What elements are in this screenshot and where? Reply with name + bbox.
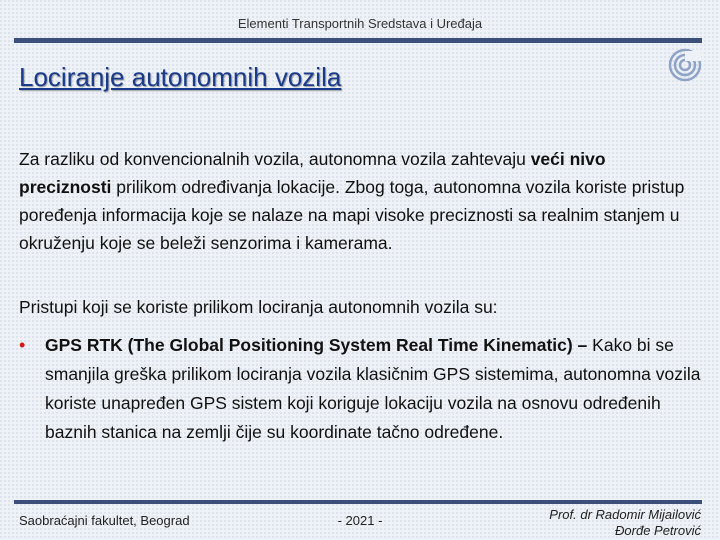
bullet-dot: •	[19, 335, 26, 355]
bullet-text	[45, 331, 703, 447]
para1-bold: veći nivo preciznosti	[19, 149, 606, 197]
footer-year: - 2021 -	[337, 513, 383, 528]
para1-text-2: prilikom određivanja lokacije. Zbog toga, autonomna vozila koriste pristup poređenja informacija koje se nalaze na mapi visoke preciznosti sa realnim stanjem u okruženju koje se beleži senzorima i kamerama.	[19, 177, 685, 253]
footer-author-2: Đorđe Petrović	[615, 523, 701, 538]
para1-text-1: Za razliku od konvencionalnih vozila, autonomna vozila zahtevaju	[19, 149, 531, 169]
footer-author-1: Prof. dr Radomir Mijailović	[549, 507, 701, 522]
footer-institution: Saobraćajni fakultet, Beograd	[19, 513, 190, 528]
footer-authors	[549, 507, 701, 539]
bullet-body: Kako bi se smanjila greška prilikom lociranja vozila klasičnim GPS sistemima, autonomna vozila koriste unapređen GPS sistem koji koriguje lokaciju vozila na osnovu određenih baznih stanica na zemlji čije su koordinate tačno određene.	[45, 335, 701, 442]
bullet-bold: GPS RTK (The Global Positioning System Real Time Kinematic) –	[45, 335, 588, 355]
bottom-divider	[14, 500, 702, 504]
spiral-logo-icon	[668, 48, 702, 82]
slide-title: Lociranje autonomnih vozila	[19, 62, 342, 92]
top-divider	[14, 38, 702, 43]
course-header: Elementi Transportnih Sredstava i Uređaja	[237, 16, 483, 31]
paragraph-intro	[19, 145, 699, 257]
paragraph-approaches: Pristupi koji se koriste prilikom lociranja autonomnih vozila su:	[19, 297, 498, 317]
bullet-item-gps-rtk	[19, 331, 703, 447]
